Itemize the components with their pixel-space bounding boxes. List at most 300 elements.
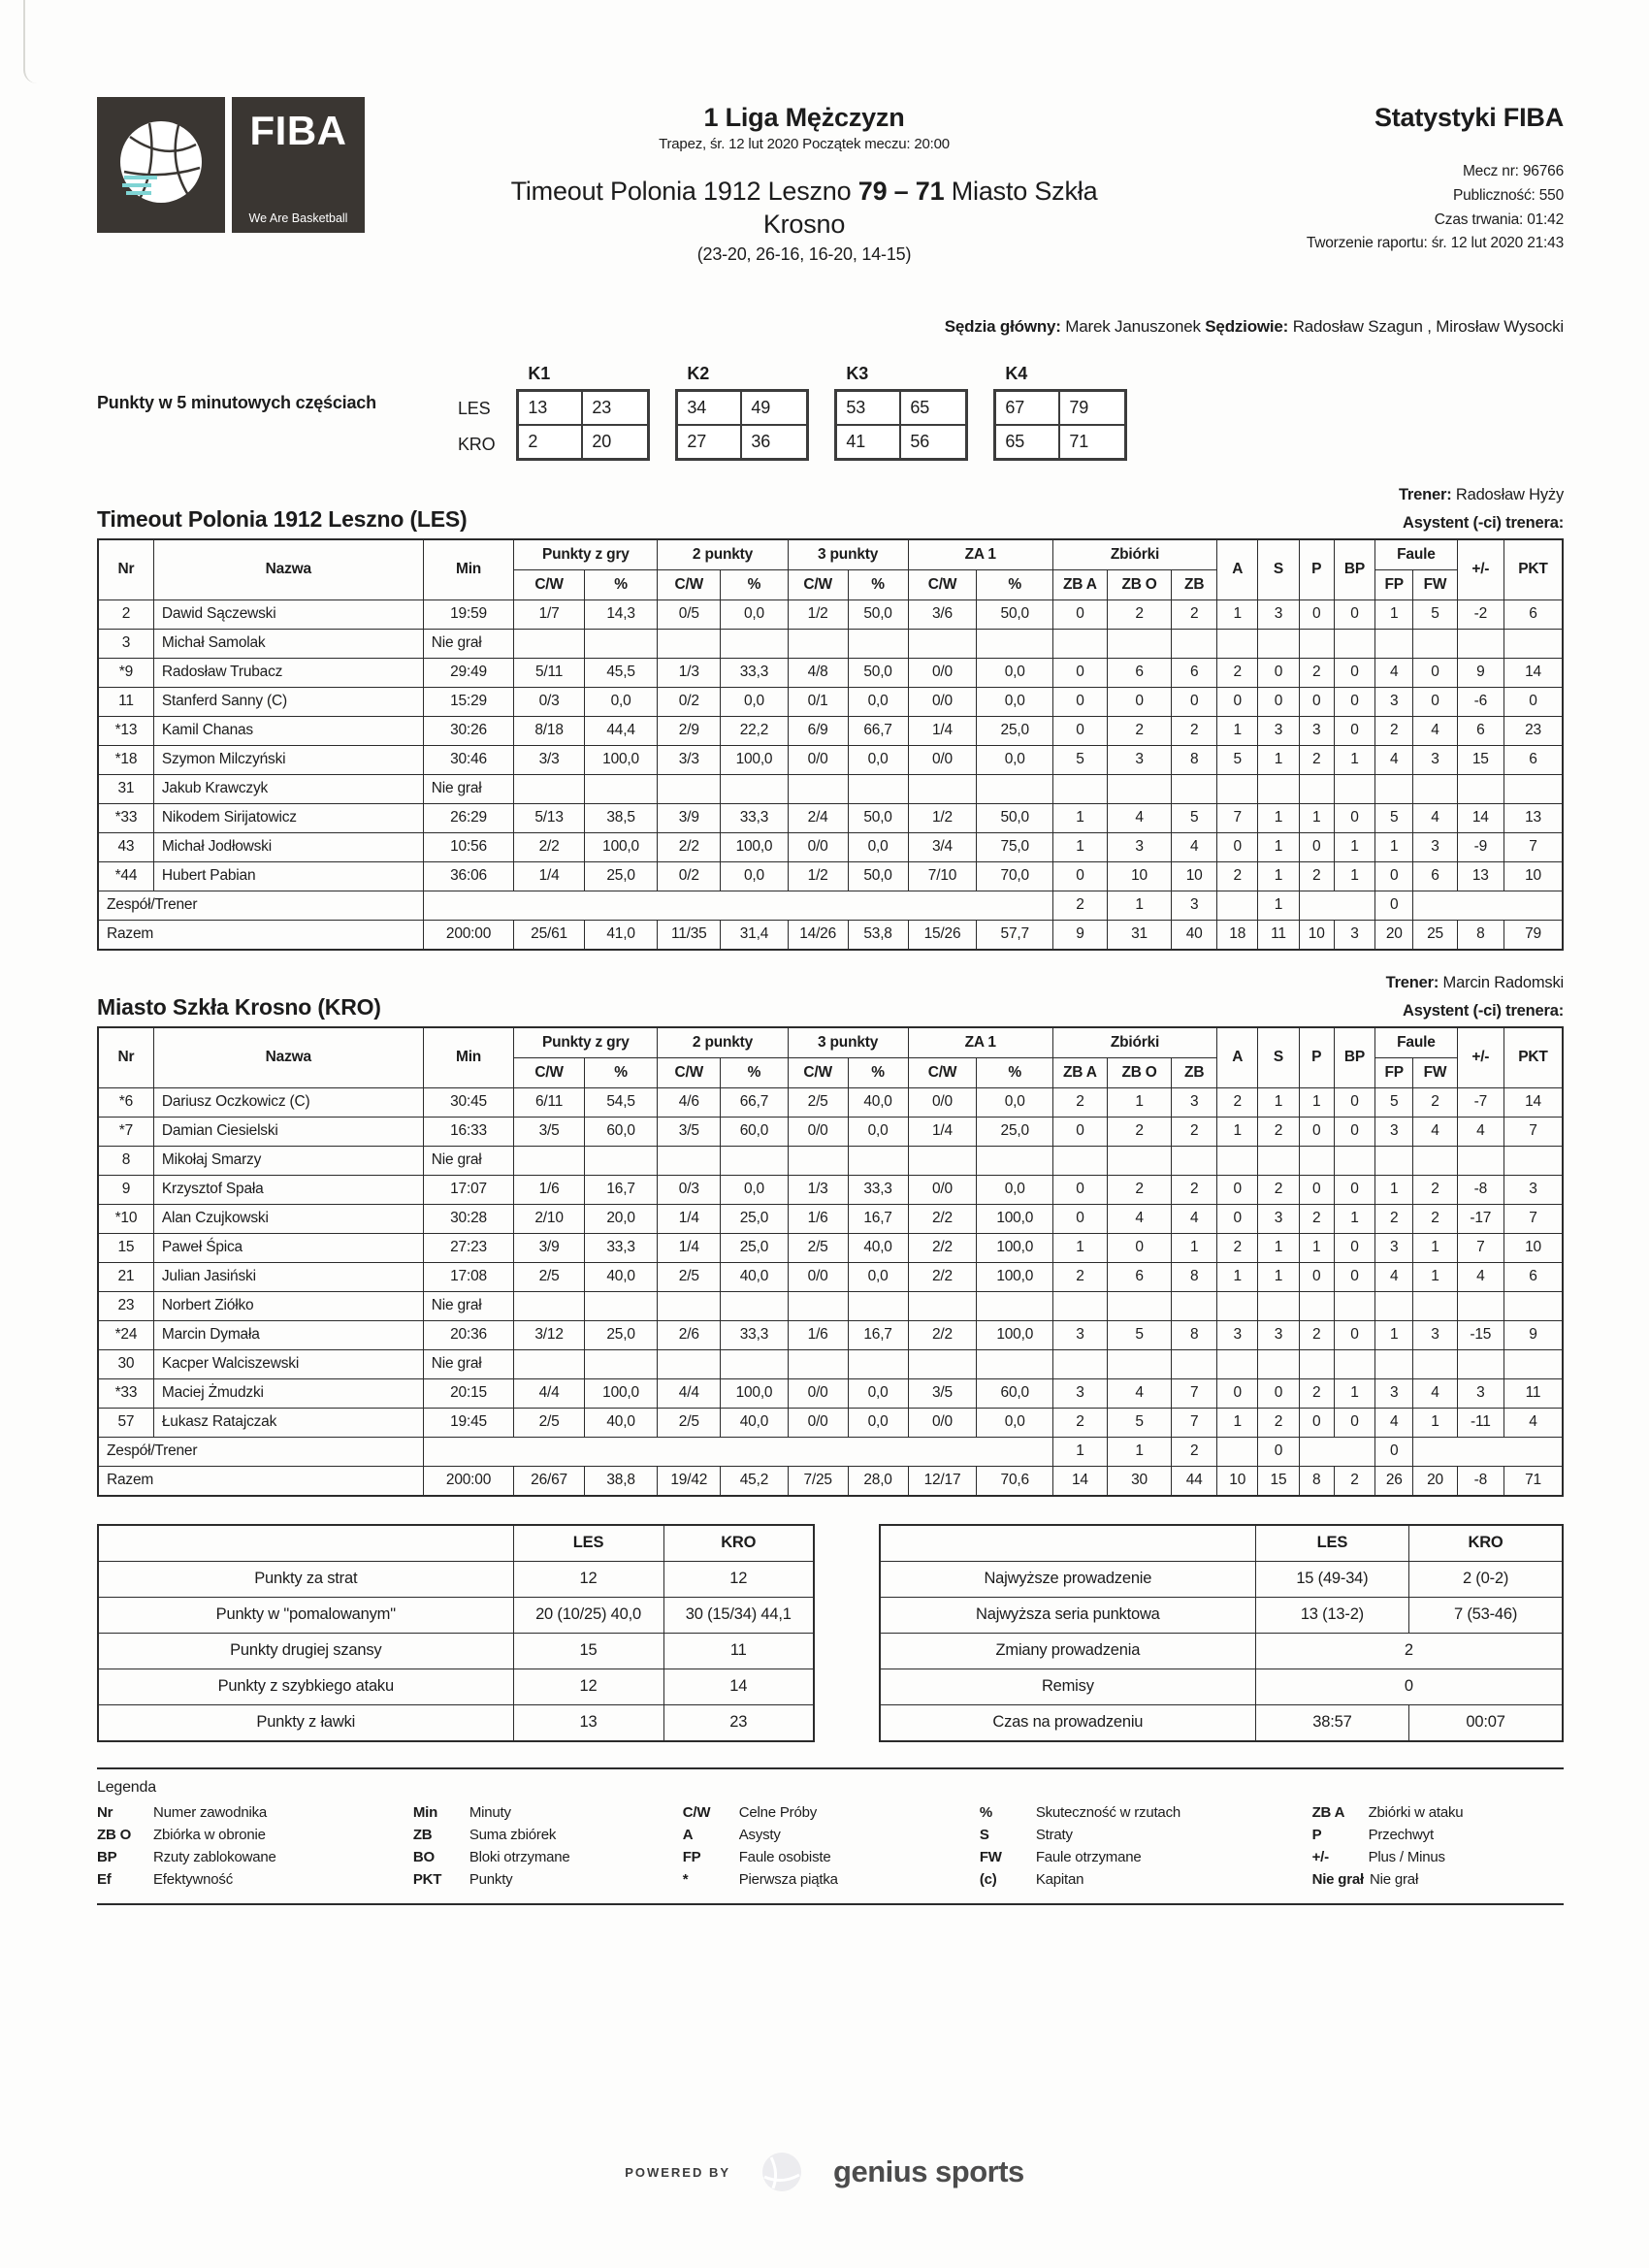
cell-ft: 3/4 (908, 832, 977, 861)
cell-zba: 3 (1052, 1378, 1107, 1408)
cell-zbo: 2 (1107, 1175, 1171, 1204)
cell-p2: 4/4 (658, 1378, 721, 1408)
cell-zb: 3 (1172, 891, 1217, 920)
cell-p3: 1/2 (788, 599, 848, 629)
cell-min: Nie grał (423, 1349, 514, 1378)
quarter-score-box (516, 389, 650, 461)
cell-fw: 5 (1413, 599, 1457, 629)
team-section-les (97, 486, 1564, 951)
col-group: 2 punkty (658, 1027, 788, 1058)
team-stats-table (97, 1026, 1564, 1497)
cell-bp: 0 (1334, 803, 1374, 832)
meta-line (1244, 232, 1564, 256)
summary-kro-value: 12 (663, 1561, 814, 1597)
cell-nr: *33 (98, 803, 153, 832)
main-referee-name: Marek Januszonek (1065, 316, 1201, 336)
cell-fg: 1/4 (514, 861, 584, 891)
cell-ftp (977, 629, 1053, 658)
legend-text: Faule otrzymane (1035, 1848, 1142, 1865)
col-plusminus: +/- (1457, 539, 1504, 600)
legend-text: Punkty (469, 1870, 513, 1888)
legend-abbr: Min (412, 1803, 438, 1821)
cell-p3: 2/5 (788, 1233, 848, 1262)
cell-ft: 2/2 (908, 1320, 977, 1349)
legend-text: Asysty (738, 1826, 781, 1843)
cell-s: 15 (1258, 1466, 1299, 1496)
cell-fw (1413, 1291, 1457, 1320)
team-title: Timeout Polonia 1912 Leszno (LES) (97, 505, 468, 532)
legend-abbr: (c) (979, 1870, 997, 1888)
cell-a: 7 (1217, 803, 1258, 832)
cell-fp: 2 (1375, 1204, 1413, 1233)
cell-bp: 1 (1334, 832, 1374, 861)
cell-p3p (848, 629, 908, 658)
cell-fg (514, 1349, 584, 1378)
cell-a: 2 (1217, 1087, 1258, 1117)
cell-fp: 5 (1375, 1087, 1413, 1117)
cell-p2p: 33,3 (721, 803, 788, 832)
cell-zbo: 2 (1107, 716, 1171, 745)
legend-text: Nie grał (1369, 1870, 1419, 1888)
cell-zb: 5 (1172, 803, 1217, 832)
quarter-score-cell: 27 (678, 426, 740, 458)
summary-label: Punkty z ławki (98, 1704, 513, 1741)
legend-abbr: Ef (97, 1870, 112, 1888)
col-group: 3 punkty (788, 1027, 908, 1058)
cell-zba: 0 (1052, 861, 1107, 891)
meta-label: Czas trwania: (1434, 211, 1524, 228)
cell-s: 0 (1258, 658, 1299, 687)
cell-fgp (584, 1146, 658, 1175)
team-stats-table-wrap (97, 538, 1564, 951)
col-group: ZA 1 (908, 1027, 1052, 1058)
legend-text: Skuteczność w rzutach (1035, 1803, 1181, 1821)
player-row (98, 774, 1563, 803)
cell-ft (908, 1291, 977, 1320)
quarter-score-cell: 67 (996, 392, 1058, 424)
cell-a (1217, 891, 1258, 920)
col-assists: A (1217, 539, 1258, 600)
cell-pkt: 10 (1504, 1233, 1563, 1262)
cell-nr: 2 (98, 599, 153, 629)
cell-ftp: 100,0 (977, 1320, 1053, 1349)
cell-a: 1 (1217, 599, 1258, 629)
cell-a: 1 (1217, 1262, 1258, 1291)
legend-abbr: P (1311, 1826, 1322, 1843)
cell-p3 (788, 1349, 848, 1378)
cell-s: 1 (1258, 745, 1299, 774)
col-group: 2 punkty (658, 539, 788, 570)
cell-pkt: 0 (1504, 687, 1563, 716)
cell-fp: 4 (1375, 1408, 1413, 1437)
cell-fw: 4 (1413, 803, 1457, 832)
cell-s: 1 (1258, 803, 1299, 832)
cell-p2: 2/9 (658, 716, 721, 745)
cell-fp: 26 (1375, 1466, 1413, 1496)
cell-a: 10 (1217, 1466, 1258, 1496)
cell-nr: *18 (98, 745, 153, 774)
cell-nr: *10 (98, 1204, 153, 1233)
cell-fp: 4 (1375, 658, 1413, 687)
cell-p2: 1/4 (658, 1204, 721, 1233)
cell-zb: 2 (1172, 1437, 1217, 1466)
cell-fgp: 0,0 (584, 687, 658, 716)
cell-p3p: 50,0 (848, 861, 908, 891)
col-pct: % (584, 569, 658, 599)
cell-p3p: 40,0 (848, 1233, 908, 1262)
cell-p2p (721, 774, 788, 803)
coach-label: Trener: (1385, 973, 1439, 991)
legend-text: Faule osobiste (738, 1848, 831, 1865)
cell-min: 10:56 (423, 832, 514, 861)
cell-fp: 3 (1375, 1117, 1413, 1146)
cell-p2 (658, 1349, 721, 1378)
legend-text: Straty (1035, 1826, 1073, 1843)
cell-pkt: 6 (1504, 1262, 1563, 1291)
cell-pkt (1504, 774, 1563, 803)
meta-value: 96766 (1522, 163, 1564, 179)
player-row (98, 599, 1563, 629)
cell-a: 0 (1217, 1378, 1258, 1408)
cell-fp: 3 (1375, 1233, 1413, 1262)
cell-zba: 0 (1052, 599, 1107, 629)
col-fp: FP (1375, 569, 1413, 599)
cell-p2p: 0,0 (721, 599, 788, 629)
summary-row (880, 1704, 1563, 1741)
cell-p2p: 40,0 (721, 1408, 788, 1437)
cell-ft: 2/2 (908, 1262, 977, 1291)
legend-text: Plus / Minus (1368, 1848, 1445, 1865)
cell-zbo: 6 (1107, 1262, 1171, 1291)
cell-ftp: 50,0 (977, 803, 1053, 832)
summary-kro-value: 7 (53-46) (1409, 1597, 1563, 1633)
cell-pkt: 71 (1504, 1466, 1563, 1496)
cell-ftp: 70,0 (977, 861, 1053, 891)
cell-fp (1375, 1349, 1413, 1378)
cell-p3p: 53,8 (848, 920, 908, 950)
cell-name: Jakub Krawczyk (153, 774, 423, 803)
cell-fw: 1 (1413, 1262, 1457, 1291)
cell-zb: 44 (1172, 1466, 1217, 1496)
cell-p2: 11/35 (658, 920, 721, 950)
col-zbo: ZB O (1107, 569, 1171, 599)
col-made-att: C/W (788, 569, 848, 599)
cell-ftp: 0,0 (977, 658, 1053, 687)
assistants-label: Asystent (-ci) trenera: (1403, 513, 1564, 532)
genius-sports-globe-icon (760, 2150, 804, 2194)
cell-pm: 13 (1457, 861, 1504, 891)
cell-name: Dariusz Oczkowicz (C) (153, 1087, 423, 1117)
legend-text: Celne Próby (738, 1803, 818, 1821)
home-team-name: Timeout Polonia 1912 Leszno (510, 177, 852, 206)
cell-zb: 2 (1172, 599, 1217, 629)
cell-min: 200:00 (423, 920, 514, 950)
quarter-scores-section (97, 364, 1564, 463)
cell-p3 (788, 1146, 848, 1175)
cell-fgp: 14,3 (584, 599, 658, 629)
cell-p3: 1/3 (788, 1175, 848, 1204)
col-pct: % (721, 569, 788, 599)
cell-ft: 7/10 (908, 861, 977, 891)
cell-p3p: 0,0 (848, 832, 908, 861)
col-name: Nazwa (153, 1027, 423, 1088)
cell-fg: 0/3 (514, 687, 584, 716)
cell-fw (1413, 629, 1457, 658)
cell-p3p: 40,0 (848, 1087, 908, 1117)
fiba-logo (97, 97, 365, 233)
cell-ft (908, 1146, 977, 1175)
cell-zbo (1107, 629, 1171, 658)
meta-lines (1244, 160, 1564, 256)
cell-label: Zespół/Trener (98, 891, 423, 920)
col-plusminus: +/- (1457, 1027, 1504, 1088)
summary-row (880, 1669, 1563, 1704)
cell-fp (1375, 774, 1413, 803)
cell-p2p: 66,7 (721, 1087, 788, 1117)
cell-pm: -11 (1457, 1408, 1504, 1437)
col-pct: % (977, 569, 1053, 599)
summary-row (880, 1633, 1563, 1669)
cell-p (1299, 1291, 1334, 1320)
cell-p3: 0/0 (788, 1408, 848, 1437)
cell-ft: 1/4 (908, 716, 977, 745)
cell-ft: 0/0 (908, 1175, 977, 1204)
summary-col-kro: KRO (1409, 1525, 1563, 1562)
legend-item (97, 1849, 404, 1865)
match-score-line (499, 176, 1110, 242)
cell-min: 30:28 (423, 1204, 514, 1233)
cell-ft: 0/0 (908, 745, 977, 774)
cell-zba: 14 (1052, 1466, 1107, 1496)
summary-col-les: LES (513, 1525, 663, 1562)
cell-p2: 3/5 (658, 1117, 721, 1146)
col-zb: ZB (1172, 569, 1217, 599)
cell-p2 (658, 629, 721, 658)
cell-p3p: 0,0 (848, 1262, 908, 1291)
cell-name: Kamil Chanas (153, 716, 423, 745)
cell-pkt: 10 (1504, 861, 1563, 891)
genius-sports-wordmark: genius sports (833, 2155, 1024, 2188)
cell-bp: 0 (1334, 1117, 1374, 1146)
cell-fgp: 100,0 (584, 1378, 658, 1408)
coach-line (97, 974, 1564, 992)
cell-p2: 0/2 (658, 861, 721, 891)
cell-min: 27:23 (423, 1233, 514, 1262)
legend-item (1312, 1849, 1564, 1865)
col-made-att: C/W (908, 1057, 977, 1087)
cell-name: Mikołaj Smarzy (153, 1146, 423, 1175)
cell-p2: 3/9 (658, 803, 721, 832)
cell-ftp: 70,6 (977, 1466, 1053, 1496)
cell-bp: 0 (1334, 599, 1374, 629)
cell-nr: 3 (98, 629, 153, 658)
cell-s: 1 (1258, 1262, 1299, 1291)
totals-row (98, 920, 1563, 950)
cell-pkt: 6 (1504, 599, 1563, 629)
summary-span-value: 0 (1255, 1669, 1563, 1704)
cell-p3: 0/1 (788, 687, 848, 716)
quarter-period-label: K1 (528, 363, 551, 383)
cell-ft: 2/2 (908, 1204, 977, 1233)
cell-fgp: 25,0 (584, 1320, 658, 1349)
cell-fgp: 16,7 (584, 1175, 658, 1204)
cell-min: 17:08 (423, 1262, 514, 1291)
summary-les-value: 20 (10/25) 40,0 (513, 1597, 663, 1633)
cell-p (1299, 1349, 1334, 1378)
cell-label: Razem (98, 1466, 423, 1496)
assistants-label: Asystent (-ci) trenera: (1403, 1001, 1564, 1020)
quarter-score-cell: 79 (1060, 392, 1124, 424)
cell-a: 3 (1217, 1320, 1258, 1349)
cell-pm: -8 (1457, 1175, 1504, 1204)
team-title: Miasto Szkła Krosno (KRO) (97, 993, 381, 1020)
cell-fw: 1 (1413, 1408, 1457, 1437)
col-fouls: Faule (1375, 1027, 1458, 1058)
cell-nr: *24 (98, 1320, 153, 1349)
cell-p3: 2/5 (788, 1087, 848, 1117)
cell-p2p: 22,2 (721, 716, 788, 745)
quarter-score-cell: 20 (583, 426, 647, 458)
cell-s (1258, 1146, 1299, 1175)
summary-table-points (97, 1524, 815, 1742)
cell-pkt: 7 (1504, 832, 1563, 861)
cell-fw (1413, 1349, 1457, 1378)
cell-zbo (1107, 1146, 1171, 1175)
cell-min: 200:00 (423, 1466, 514, 1496)
cell-pm: 4 (1457, 1117, 1504, 1146)
cell-zb: 10 (1172, 861, 1217, 891)
player-row (98, 1408, 1563, 1437)
cell-ftp: 100,0 (977, 1233, 1053, 1262)
cell-p3: 7/25 (788, 1466, 848, 1496)
legend-item (980, 1849, 1303, 1865)
cell-p3p: 0,0 (848, 1378, 908, 1408)
col-group: ZA 1 (908, 539, 1052, 570)
summary-row (98, 1704, 814, 1741)
cell-nr: 57 (98, 1408, 153, 1437)
legend-abbr: C/W (682, 1803, 711, 1821)
cell-a: 1 (1217, 716, 1258, 745)
cell-fg: 6/11 (514, 1087, 584, 1117)
cell-nr: 8 (98, 1146, 153, 1175)
cell-nr: *33 (98, 1378, 153, 1408)
legend-text: Zbiórki w ataku (1368, 1803, 1464, 1821)
cell-zb (1172, 629, 1217, 658)
col-nr: Nr (98, 539, 153, 600)
col-rebounds: Zbiórki (1052, 1027, 1216, 1058)
cell-p3p: 16,7 (848, 1204, 908, 1233)
cell-fgp: 45,5 (584, 658, 658, 687)
cell-p2p: 100,0 (721, 1378, 788, 1408)
legend-item (413, 1871, 673, 1888)
cell-p3: 6/9 (788, 716, 848, 745)
cell-ftp: 50,0 (977, 599, 1053, 629)
cell-name: Paweł Śpica (153, 1233, 423, 1262)
cell-p: 2 (1299, 1378, 1334, 1408)
summary-les-value: 13 (513, 1704, 663, 1741)
quarter-score-cell: 53 (837, 392, 899, 424)
summary-row (98, 1561, 814, 1597)
cell-min: 30:26 (423, 716, 514, 745)
cell-ft: 0/0 (908, 1087, 977, 1117)
cell-pm: 9 (1457, 658, 1504, 687)
cell-p: 0 (1299, 599, 1334, 629)
meta-value: śr. 12 lut 2020 21:43 (1431, 235, 1564, 252)
fiba-basketball-globe-icon (97, 97, 225, 233)
legend-item (413, 1804, 673, 1821)
cell-a (1217, 1146, 1258, 1175)
cell-p: 2 (1299, 1320, 1334, 1349)
referees-label: Sędziowie: (1205, 316, 1289, 336)
cell-ft: 1/4 (908, 1117, 977, 1146)
cell-bp: 3 (1334, 920, 1374, 950)
cell-zb: 2 (1172, 1117, 1217, 1146)
summary-label: Punkty za strat (98, 1561, 513, 1597)
cell-bp: 0 (1334, 716, 1374, 745)
cell-zbo (1107, 1291, 1171, 1320)
player-row (98, 716, 1563, 745)
cell-p3 (788, 1291, 848, 1320)
cell-pkt (1504, 1291, 1563, 1320)
cell-fgp (584, 629, 658, 658)
cell-fgp: 40,0 (584, 1408, 658, 1437)
cell-ftp: 25,0 (977, 1117, 1053, 1146)
cell-ft: 0/0 (908, 1408, 977, 1437)
quarter-team-code: LES (458, 398, 491, 418)
cell-ft (908, 629, 977, 658)
col-min: Min (423, 539, 514, 600)
cell-zbo: 30 (1107, 1466, 1171, 1496)
cell-p3p: 50,0 (848, 658, 908, 687)
legend-item (413, 1849, 673, 1865)
team-section-kro (97, 974, 1564, 1497)
legend-text: Numer zawodnika (153, 1803, 268, 1821)
cell-min: Nie grał (423, 629, 514, 658)
legend-item (980, 1804, 1303, 1821)
cell-ft (908, 774, 977, 803)
cell-s: 11 (1258, 920, 1299, 950)
player-row (98, 1175, 1563, 1204)
meta-label: Mecz nr: (1462, 163, 1519, 179)
cell-fw: 25 (1413, 920, 1457, 950)
cell-pkt: 79 (1504, 920, 1563, 950)
cell-name: Maciej Żmudzki (153, 1378, 423, 1408)
legend-abbr: ZB (412, 1826, 433, 1843)
legend-item (683, 1827, 970, 1843)
cell-p (1299, 774, 1334, 803)
cell-bp: 0 (1334, 658, 1374, 687)
summary-row (880, 1597, 1563, 1633)
cell-p3: 1/6 (788, 1320, 848, 1349)
cell-zb (1172, 1146, 1217, 1175)
legend-item (683, 1804, 970, 1821)
cell-pkt: 13 (1504, 803, 1563, 832)
cell-zb: 8 (1172, 745, 1217, 774)
cell-fgp: 44,4 (584, 716, 658, 745)
coach-line (97, 486, 1564, 504)
cell-ftp: 0,0 (977, 1087, 1053, 1117)
cell-fp: 4 (1375, 745, 1413, 774)
cell-p: 2 (1299, 745, 1334, 774)
cell-zba: 2 (1052, 1262, 1107, 1291)
cell-fg: 26/67 (514, 1466, 584, 1496)
summary-corner (98, 1525, 513, 1562)
cell-blank (423, 891, 1052, 920)
col-fw: FW (1413, 569, 1457, 599)
legend-abbr: Nie grał (1311, 1870, 1364, 1888)
summary-row (98, 1669, 814, 1704)
cell-s: 1 (1258, 832, 1299, 861)
